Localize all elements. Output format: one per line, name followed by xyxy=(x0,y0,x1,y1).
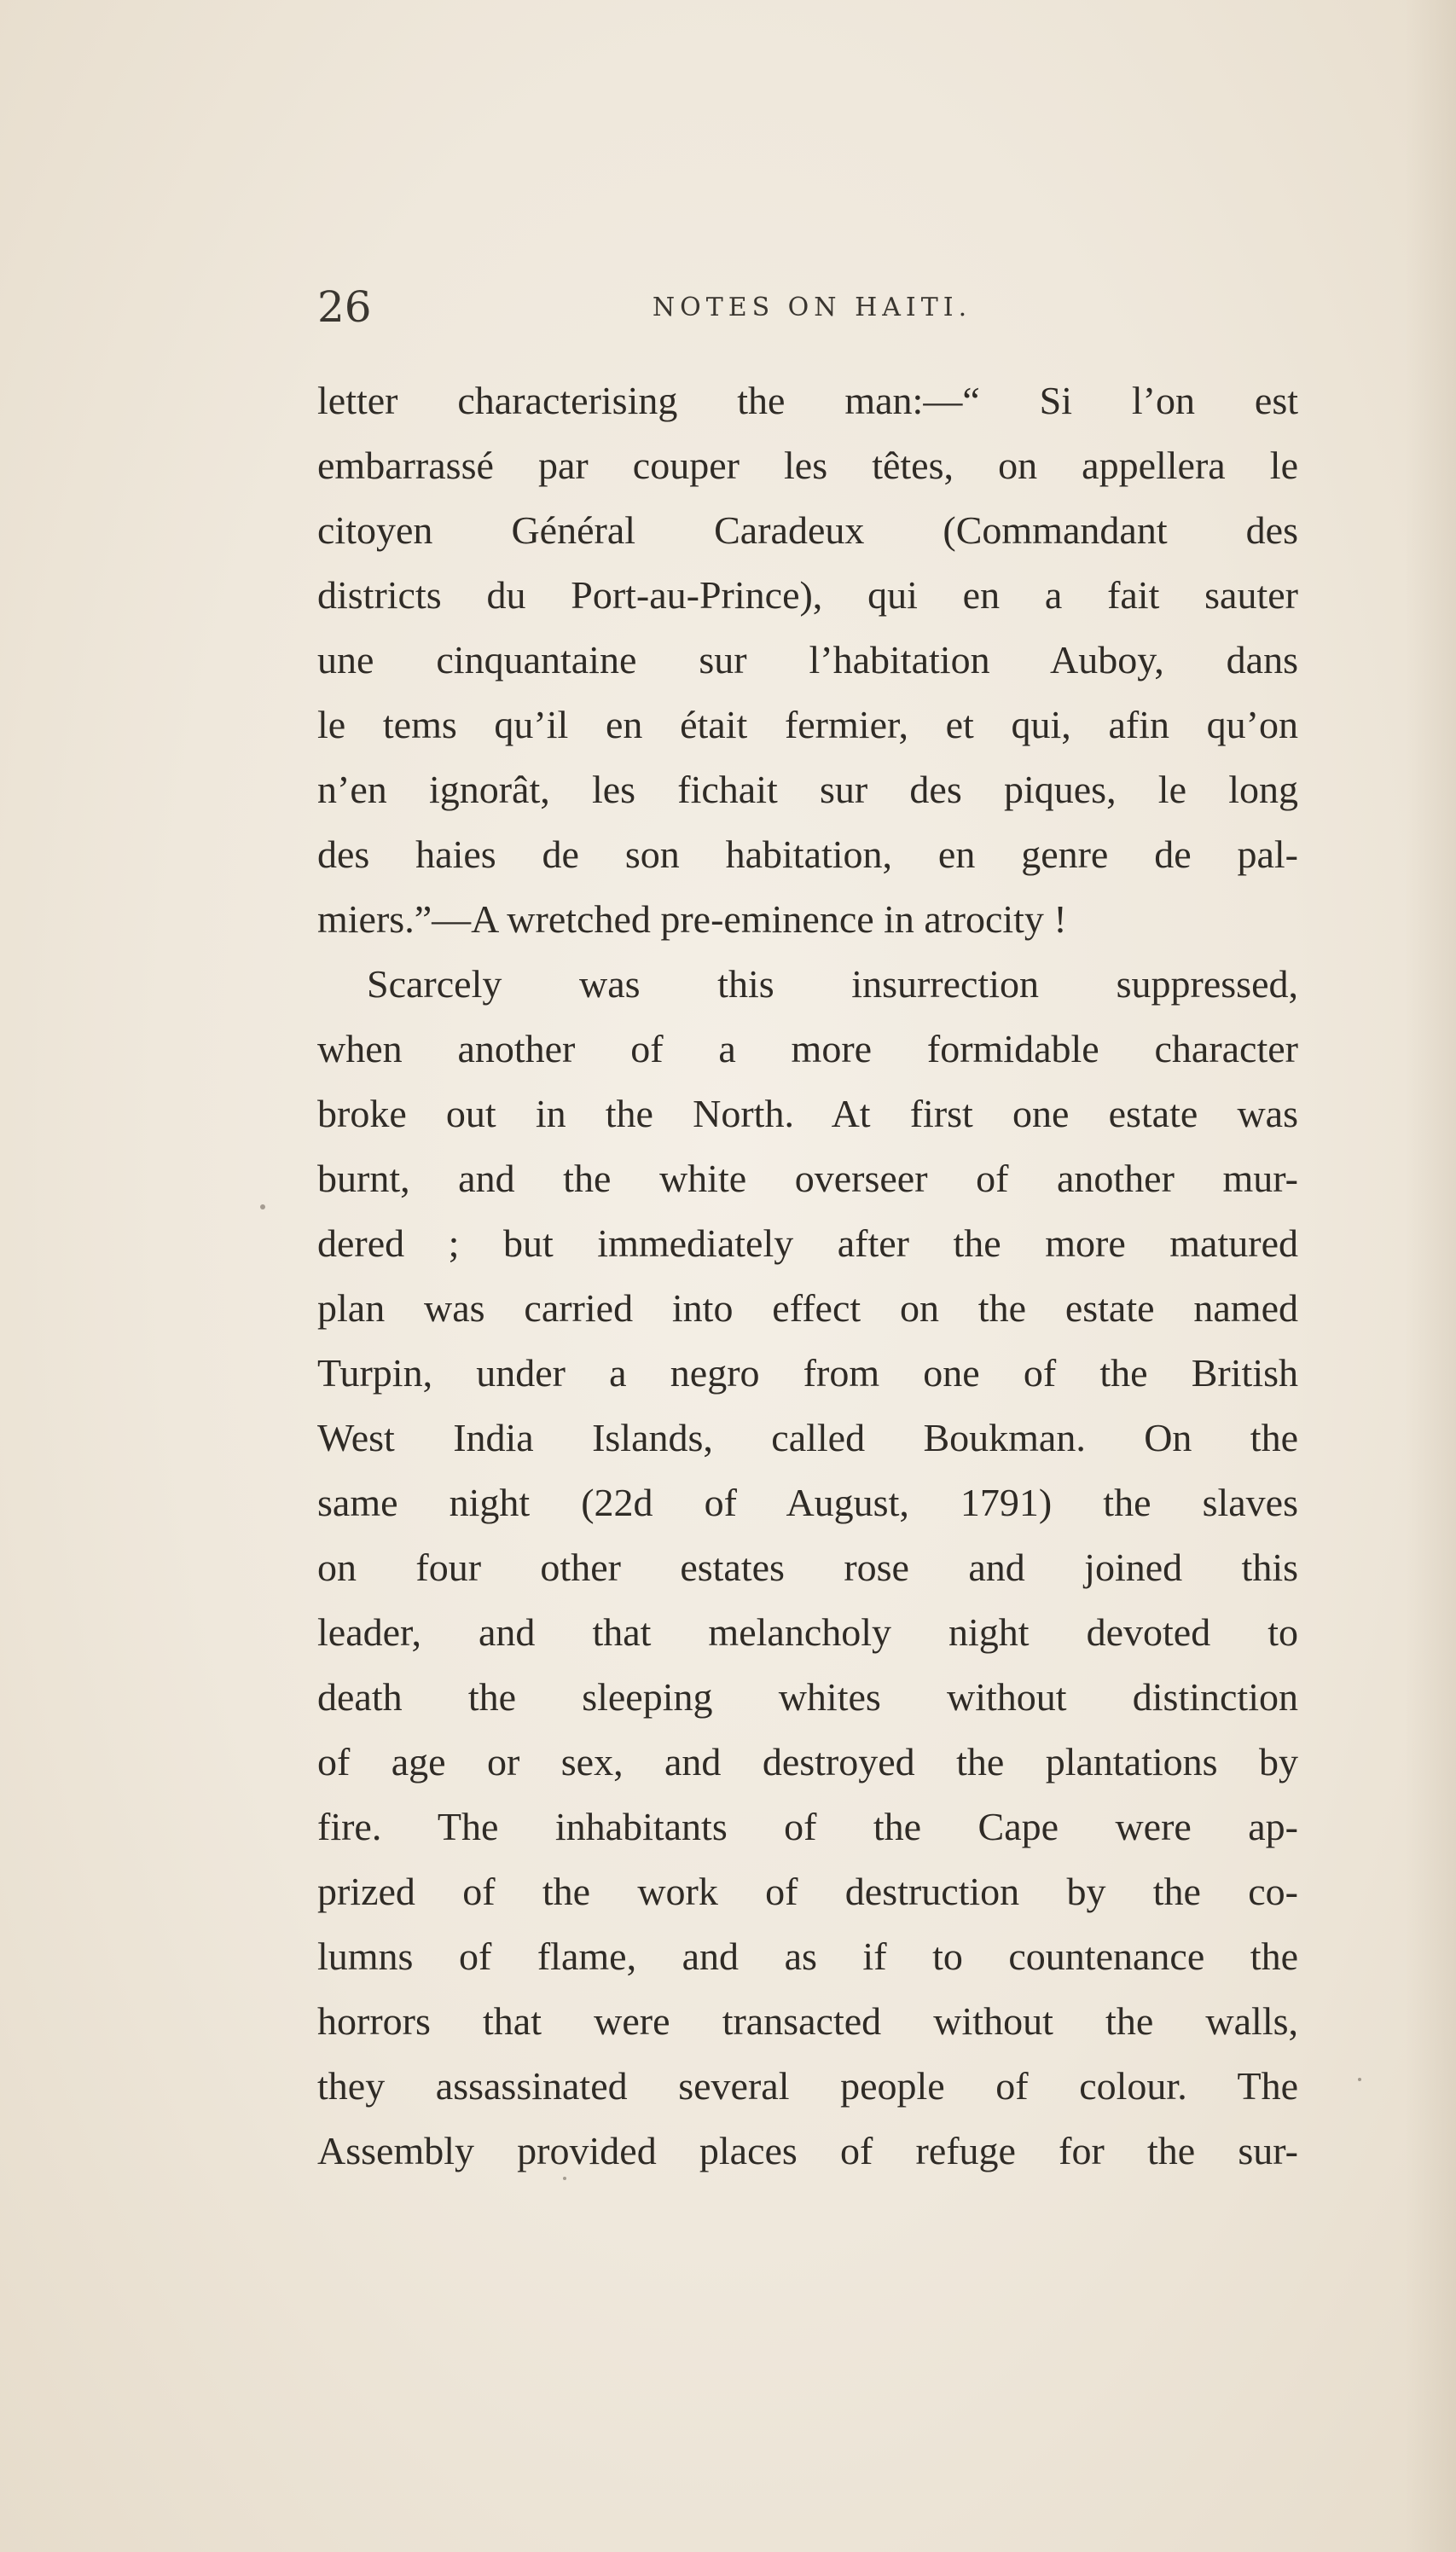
text-line: prized of the work of destruction by the co- xyxy=(317,1870,1298,1913)
text-line: same night (22d of August, 1791) the slaves xyxy=(317,1481,1298,1524)
text-line: districts du Port-au-Prince), qui en a fait sauter xyxy=(317,573,1298,617)
text-line: letter characterising the man:—“ Si l’on est xyxy=(317,379,1298,422)
running-head: NOTES ON HAITI. xyxy=(652,293,972,322)
paper-speck xyxy=(1358,2078,1361,2081)
text-line: embarrassé par couper les têtes, on appellera le xyxy=(317,444,1298,487)
text-line: of age or sex, and destroyed the plantations by xyxy=(317,1740,1298,1784)
paper-speck xyxy=(260,1204,265,1209)
text-line: leader, and that melancholy night devoted to xyxy=(317,1610,1298,1654)
text-line: lumns of flame, and as if to countenance the xyxy=(317,1934,1298,1978)
page-number: 26 xyxy=(317,282,372,332)
text-line: Turpin, under a negro from one of the British xyxy=(317,1351,1298,1395)
page-edge-shadow xyxy=(1405,0,1456,2552)
text-line: death the sleeping whites without distinction xyxy=(317,1675,1298,1719)
paragraph-first-line: Scarcely was this insurrection suppressed, xyxy=(367,962,1298,1006)
paragraph-end-line: miers.”—A wretched pre-eminence in atrocity ! xyxy=(317,897,1067,941)
text-line: plan was carried into effect on the estate named xyxy=(317,1286,1298,1330)
text-line: citoyen Général Caradeux (Commandant des xyxy=(317,508,1298,552)
text-line: fire. The inhabitants of the Cape were ap- xyxy=(317,1805,1298,1848)
text-line: n’en ignorât, les fichait sur des piques, le long xyxy=(317,768,1298,811)
text-line: des haies de son habitation, en genre de pal- xyxy=(317,832,1298,876)
body-text xyxy=(317,368,1298,2184)
text-line: when another of a more formidable character xyxy=(317,1027,1298,1070)
text-line: dered ; but immediately after the more matured xyxy=(317,1221,1298,1265)
paper-speck xyxy=(563,2177,566,2180)
text-line: horrors that were transacted without the walls, xyxy=(317,1999,1298,2043)
text-line: on four other estates rose and joined this xyxy=(317,1546,1298,1589)
text-line: burnt, and the white overseer of another mur- xyxy=(317,1157,1298,1200)
text-line: Assembly provided places of refuge for the sur- xyxy=(317,2129,1298,2172)
text-line: une cinquantaine sur l’habitation Auboy, dans xyxy=(317,638,1298,682)
text-line: le tems qu’il en était fermier, et qui, afin qu’on xyxy=(317,703,1298,746)
text-line: West India Islands, called Boukman. On the xyxy=(317,1416,1298,1459)
text-line: they assassinated several people of colour. The xyxy=(317,2064,1298,2108)
page-header xyxy=(317,281,1307,333)
text-line: broke out in the North. At first one estate was xyxy=(317,1092,1298,1135)
